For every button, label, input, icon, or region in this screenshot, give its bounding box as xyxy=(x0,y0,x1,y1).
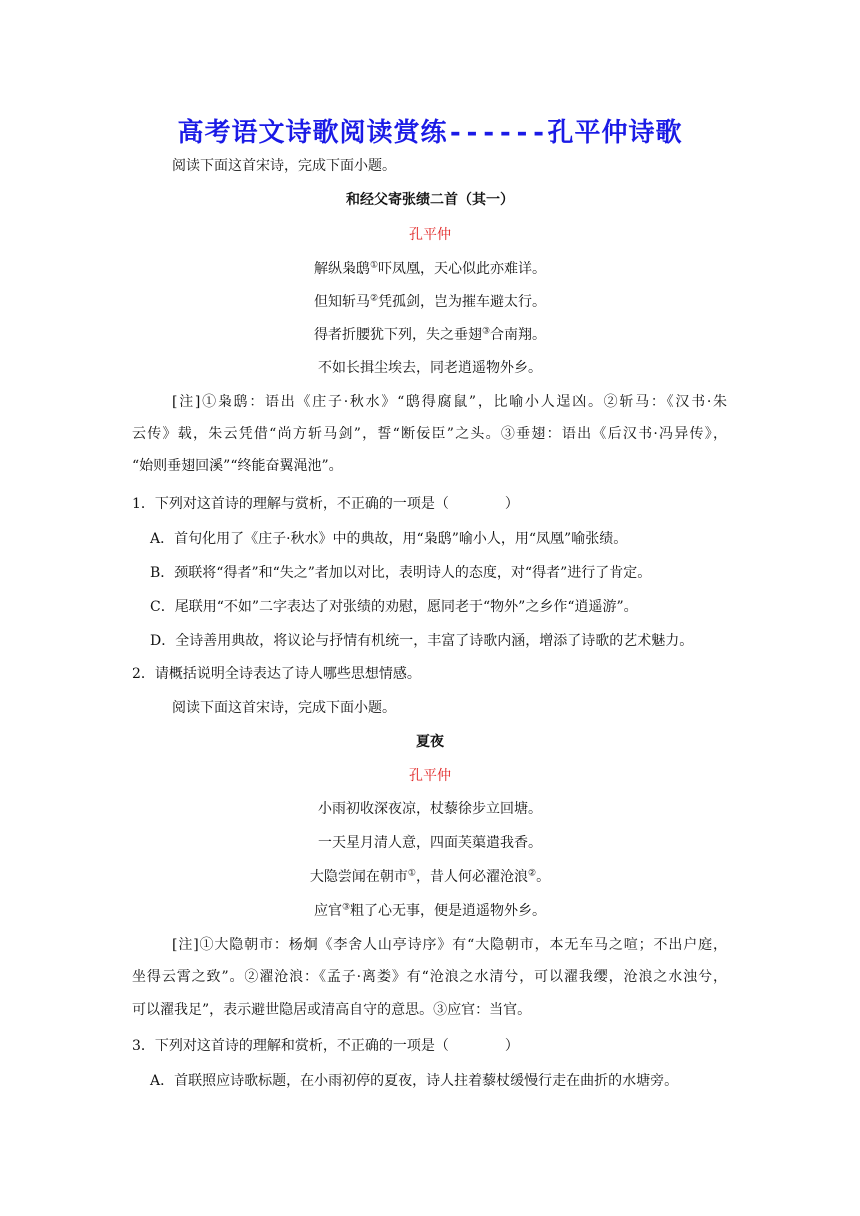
poem-1-note-line-3: “始则垂翅回溪”“终能奋翼渑池”。 xyxy=(132,458,343,474)
poem-1-note-line-2: 云传》载，朱云凭借“尚方斩马剑”，誓“断佞臣”之头。③垂翅：语出《后汉书·冯异传》， xyxy=(132,426,727,442)
poem-2-title: 夏夜 xyxy=(416,734,444,750)
page-title: 高考语文诗歌阅读赏练------孔平仲诗歌 xyxy=(177,118,683,148)
poem-2-line-2: 一天星月清人意，四面芙蕖遣我香。 xyxy=(318,835,542,851)
poem-1-line-4: 不如长揖尘埃去，同老逍遥物外乡。 xyxy=(318,360,542,376)
question-3-option-a: A．首联照应诗歌标题，在小雨初停的夏夜，诗人拄着藜杖缓慢行走在曲折的水塘旁。 xyxy=(150,1073,679,1089)
reading-instruction-2: 阅读下面这首宋诗，完成下面小题。 xyxy=(172,700,396,716)
question-1-option-b: B．颈联将“得者”和“失之”者加以对比，表明诗人的态度，对“得者”进行了肯定。 xyxy=(150,565,652,581)
poem-1-line-2: 但知斩马②凭孤剑，岂为摧车避太行。 xyxy=(313,293,547,310)
question-2-stem: 2．请概括说明全诗表达了诗人哪些思想情感。 xyxy=(132,666,421,682)
question-1-option-c: C．尾联用“不如”二字表达了对张绩的劝慰，愿同老于“物外”之乡作“逍遥游”。 xyxy=(150,599,638,615)
question-1-option-d: D．全诗善用典故，将议论与抒情有机统一，丰富了诗歌内涵，增添了诗歌的艺术魅力。 xyxy=(150,633,694,649)
poem-1-title: 和经父寄张绩二首（其一） xyxy=(346,192,514,208)
poem-2-note-line-3: 可以濯我足”，表示避世隐居或清高自守的意思。③应官：当官。 xyxy=(132,1002,532,1018)
poem-2-line-3: 大隐尝闻在朝市①，昔人何必濯沧浪②。 xyxy=(309,868,551,885)
question-1-option-a: A．首句化用了《庄子·秋水》中的典故，用“枭鸱”喻小人，用“凤凰”喻张绩。 xyxy=(150,531,628,547)
poem-2-note-line-2: 坐得云霄之致”。②濯沧浪：《孟子·离娄》有“沧浪之水清兮，可以濯我缨，沧浪之水浊兮， xyxy=(132,969,727,985)
reading-instruction-1: 阅读下面这首宋诗，完成下面小题。 xyxy=(172,158,396,174)
poem-1-note-line-1: [注]①枭鸱：语出《庄子·秋水》“鸱得腐鼠”，比喻小人逞凶。②斩马：《汉书·朱 xyxy=(172,394,727,410)
question-3-stem: 3．下列对这首诗的理解和赏析，不正确的一项是（ ） xyxy=(132,1038,519,1054)
poem-2-author: 孔平仲 xyxy=(409,768,451,784)
poem-2-line-4: 应官③粗了心无事，便是逍遥物外乡。 xyxy=(313,902,547,919)
poem-2-note-line-1: [注]①大隐朝市：杨炯《李舍人山亭诗序》有“大隐朝市，本无车马之喧；不出户庭， xyxy=(172,937,727,953)
poem-1-author: 孔平仲 xyxy=(409,227,451,243)
poem-1-line-3: 得者折腰犹下列，失之垂翅③合南翔。 xyxy=(313,326,547,343)
poem-1-line-1: 解纵枭鸱①吓凤凰，天心似此亦难详。 xyxy=(313,260,547,277)
poem-2-line-1: 小雨初收深夜凉，杖藜徐步立回塘。 xyxy=(318,801,542,817)
question-1-stem: 1．下列对这首诗的理解与赏析，不正确的一项是（ ） xyxy=(132,496,519,512)
